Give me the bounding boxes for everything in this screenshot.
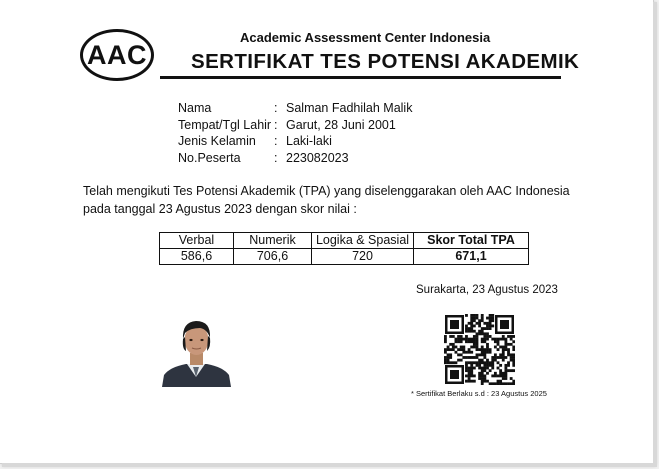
aac-logo: AAC bbox=[80, 29, 154, 81]
statement-paragraph bbox=[83, 183, 570, 218]
score-header-numerik: Numerik bbox=[234, 233, 312, 249]
info-label: Nama bbox=[178, 101, 212, 115]
page-shadow-bottom bbox=[2, 463, 657, 467]
qr-code-icon bbox=[444, 314, 515, 385]
score-value-logika: 720 bbox=[312, 249, 414, 265]
place-date: Surakarta, 23 Agustus 2023 bbox=[416, 284, 558, 296]
info-colon: : bbox=[274, 150, 278, 165]
certificate-title: SERTIFIKAT TES POTENSI AKADEMIK bbox=[191, 50, 580, 73]
statement-line-2: pada tanggal 23 Agustus 2023 dengan skor nilai : bbox=[83, 201, 357, 216]
score-value-total: 671,1 bbox=[414, 249, 529, 265]
info-value: 223082023 bbox=[286, 150, 349, 165]
info-label: Tempat/Tgl Lahir bbox=[178, 117, 272, 132]
score-value-row bbox=[160, 249, 529, 265]
info-value: Laki-laki bbox=[286, 134, 332, 148]
score-header-total: Skor Total TPA bbox=[414, 233, 529, 249]
info-colon: : bbox=[274, 101, 278, 115]
info-colon: : bbox=[274, 117, 278, 132]
info-label: Jenis Kelamin bbox=[178, 134, 256, 148]
score-value-numerik: 706,6 bbox=[234, 249, 312, 265]
score-header-row bbox=[160, 233, 529, 249]
participant-photo bbox=[160, 309, 233, 387]
info-value: Garut, 28 Juni 2001 bbox=[286, 117, 396, 132]
score-table bbox=[159, 232, 529, 265]
score-header-logika: Logika & Spasial bbox=[312, 233, 414, 249]
score-value-verbal: 586,6 bbox=[160, 249, 234, 265]
validity-note: * Sertifikat Berlaku s.d : 23 Agustus 2025 bbox=[411, 389, 547, 398]
statement-line-1: Telah mengikuti Tes Potensi Akademik (TPA) yang diselenggarakan oleh AAC Indonesia bbox=[83, 184, 570, 198]
organization-name: Academic Assessment Center Indonesia bbox=[240, 30, 491, 45]
title-underline bbox=[160, 76, 561, 79]
info-value: Salman Fadhilah Malik bbox=[286, 101, 413, 115]
info-colon: : bbox=[274, 134, 278, 148]
score-header-verbal: Verbal bbox=[160, 233, 234, 249]
page-shadow-right bbox=[653, 2, 657, 467]
info-label: No.Peserta bbox=[178, 150, 241, 165]
person-photo-icon bbox=[160, 309, 233, 387]
